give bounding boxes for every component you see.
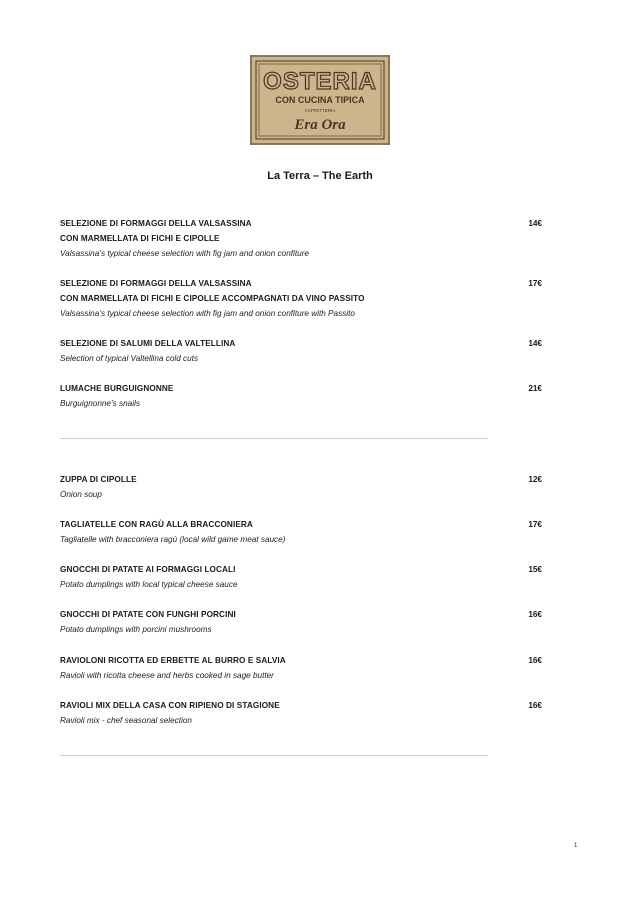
item-price: 16€ [528, 610, 542, 619]
item-description: Selection of typical Valtellina cold cuts [60, 354, 199, 363]
menu-item [60, 472, 542, 502]
menu-item [60, 653, 542, 683]
menu-item [60, 607, 542, 637]
item-price: 16€ [528, 701, 542, 710]
item-description: Potato dumplings with local typical cheese sauce [60, 580, 238, 589]
logo-small-text: CAFFETTERIA [304, 108, 336, 113]
item-price: 21€ [528, 384, 542, 393]
item-name: RAVIOLONI RICOTTA ED ERBETTE AL BURRO E SALVIA [60, 656, 286, 665]
item-name: LUMACHE BURGUIGNONNE [60, 384, 174, 393]
item-price: 14€ [528, 219, 542, 228]
item-price: 12€ [528, 475, 542, 484]
section-title: La Terra – The Earth [267, 170, 373, 182]
restaurant-logo [250, 55, 390, 145]
item-name: TAGLIATELLE CON RAGÙ ALLA BRACCONIERA [60, 520, 253, 529]
item-description: Ravioli with ricotta cheese and herbs cooked in sage butter [60, 671, 274, 680]
osteria-logo-icon [250, 55, 390, 145]
menu-item [60, 216, 542, 261]
logo-brand: Era Ora [294, 117, 346, 133]
item-name: RAVIOLI MIX DELLA CASA CON RIPIENO DI STAGIONE [60, 701, 280, 710]
item-description: Onion soup [60, 490, 102, 499]
item-name: SELEZIONE DI FORMAGGI DELLA VALSASSINA [60, 219, 252, 228]
item-name: GNOCCHI DI PATATE AI FORMAGGI LOCALI [60, 565, 236, 574]
item-price: 14€ [528, 339, 542, 348]
section-divider [60, 438, 488, 439]
section-divider [60, 755, 488, 756]
item-name-line2: CON MARMELLATA DI FICHI E CIPOLLE ACCOMPAGNATI DA VINO PASSITO [60, 294, 365, 303]
item-description: Tagliatelle with bracconiera ragù (local wild game meat sauce) [60, 535, 286, 544]
item-name: SELEZIONE DI FORMAGGI DELLA VALSASSINA [60, 279, 252, 288]
item-price: 16€ [528, 656, 542, 665]
menu-item [60, 381, 542, 411]
item-description: Valsassina’s typical cheese selection with fig jam and onion confiture with Passito [60, 309, 355, 318]
item-name: ZUPPA DI CIPOLLE [60, 475, 137, 484]
item-name-line2: CON MARMELLATA DI FICHI E CIPOLLE [60, 234, 220, 243]
item-price: 15€ [528, 565, 542, 574]
logo-title: OSTERIA [263, 68, 377, 95]
menu-item [60, 562, 542, 592]
logo-subtitle: CON CUCINA TIPICA [275, 95, 365, 105]
item-description: Potato dumplings with porcini mushrooms [60, 625, 212, 634]
menu-item [60, 276, 542, 321]
item-name: GNOCCHI DI PATATE CON FUNGHI PORCINI [60, 610, 236, 619]
item-description: Ravioli mix - chef seasonal selection [60, 716, 192, 725]
item-name: SELEZIONE DI SALUMI DELLA VALTELLINA [60, 339, 236, 348]
page-number: 1 [574, 843, 578, 849]
menu-item [60, 517, 542, 547]
item-description: Valsassina’s typical cheese selection with fig jam and onion confiture [60, 249, 309, 258]
item-price: 17€ [528, 279, 542, 288]
menu-item [60, 698, 542, 728]
menu-item [60, 336, 542, 366]
item-description: Burguignonne’s snails [60, 399, 140, 408]
item-price: 17€ [528, 520, 542, 529]
